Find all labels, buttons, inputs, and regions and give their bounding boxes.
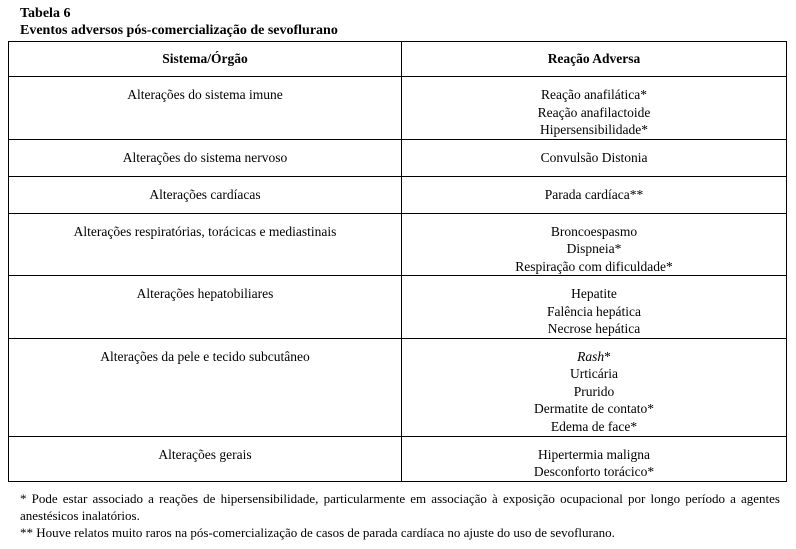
system-cell: Alterações respiratórias, torácicas e mediastinais (9, 213, 402, 276)
table-row (9, 176, 787, 213)
reaction-cell (402, 139, 787, 176)
system-cell: Alterações cardíacas (9, 176, 402, 213)
system-cell: Alterações hepatobiliares (9, 276, 402, 339)
column-header-reaction: Reação Adversa (402, 42, 787, 77)
reaction-cell (402, 436, 787, 481)
column-header-system: Sistema/Órgão (9, 42, 402, 77)
system-cell: Alterações do sistema imune (9, 77, 402, 140)
reaction-item: Respiração com dificuldade* (515, 258, 673, 274)
system-cell: Alterações do sistema nervoso (9, 139, 402, 176)
reaction-item: Edema de face* (550, 418, 638, 434)
adverse-events-table (8, 41, 787, 482)
system-cell: Alterações da pele e tecido subcutâneo (9, 338, 402, 436)
reaction-rash-marker: * (604, 348, 611, 364)
table-header-row (9, 42, 787, 77)
table-row (9, 139, 787, 176)
reaction-item (406, 348, 782, 366)
reaction-rash-term: Rash (577, 348, 605, 364)
reaction-cell (402, 338, 787, 436)
reaction-item: Urticária (570, 366, 618, 381)
reaction-item: Dermatite de contato* (534, 401, 654, 416)
reaction-item: Reação anafilactoide (537, 104, 651, 120)
reaction-item: Reação anafilática* (540, 87, 648, 102)
reaction-cell (402, 213, 787, 276)
reaction-item: Dispneia* (566, 241, 622, 256)
reaction-item: Parada cardíaca** (544, 186, 644, 202)
footnote-single-asterisk: * Pode estar associado a reações de hipersensibilidade, particularmente em associação à exposição ocupacional por longo período a agentes anestésicos inalatórios. (20, 491, 780, 523)
table-row (9, 77, 787, 140)
table-row (9, 276, 787, 339)
reaction-item: Hipersensibilidade* (540, 122, 648, 137)
reaction-item: Desconforto torácico* (533, 464, 655, 479)
reaction-cell (402, 77, 787, 140)
reaction-item: Necrose hepática (547, 321, 641, 336)
reaction-item: Prurido (573, 383, 615, 399)
reaction-cell (402, 276, 787, 339)
table-caption-title: Eventos adversos pós-comercialização de sevoflurano (20, 23, 338, 38)
table-caption-label: Tabela 6 (20, 6, 71, 21)
footnotes (20, 490, 780, 541)
footnote-double-asterisk: ** Houve relatos muito raros na pós-comercialização de casos de parada cardíaca no ajuste do uso de sevoflurano. (20, 525, 615, 540)
table-row (9, 213, 787, 276)
reaction-item: Convulsão Distonia (540, 149, 648, 165)
reaction-cell (402, 176, 787, 213)
reaction-item: Hepatite (571, 286, 617, 301)
system-cell: Alterações gerais (9, 436, 402, 481)
reaction-item: Hipertermia maligna (537, 446, 651, 462)
reaction-item: Broncoespasmo (550, 223, 638, 239)
reaction-item: Falência hepática (546, 303, 642, 319)
table-row (9, 338, 787, 436)
table-row (9, 436, 787, 481)
